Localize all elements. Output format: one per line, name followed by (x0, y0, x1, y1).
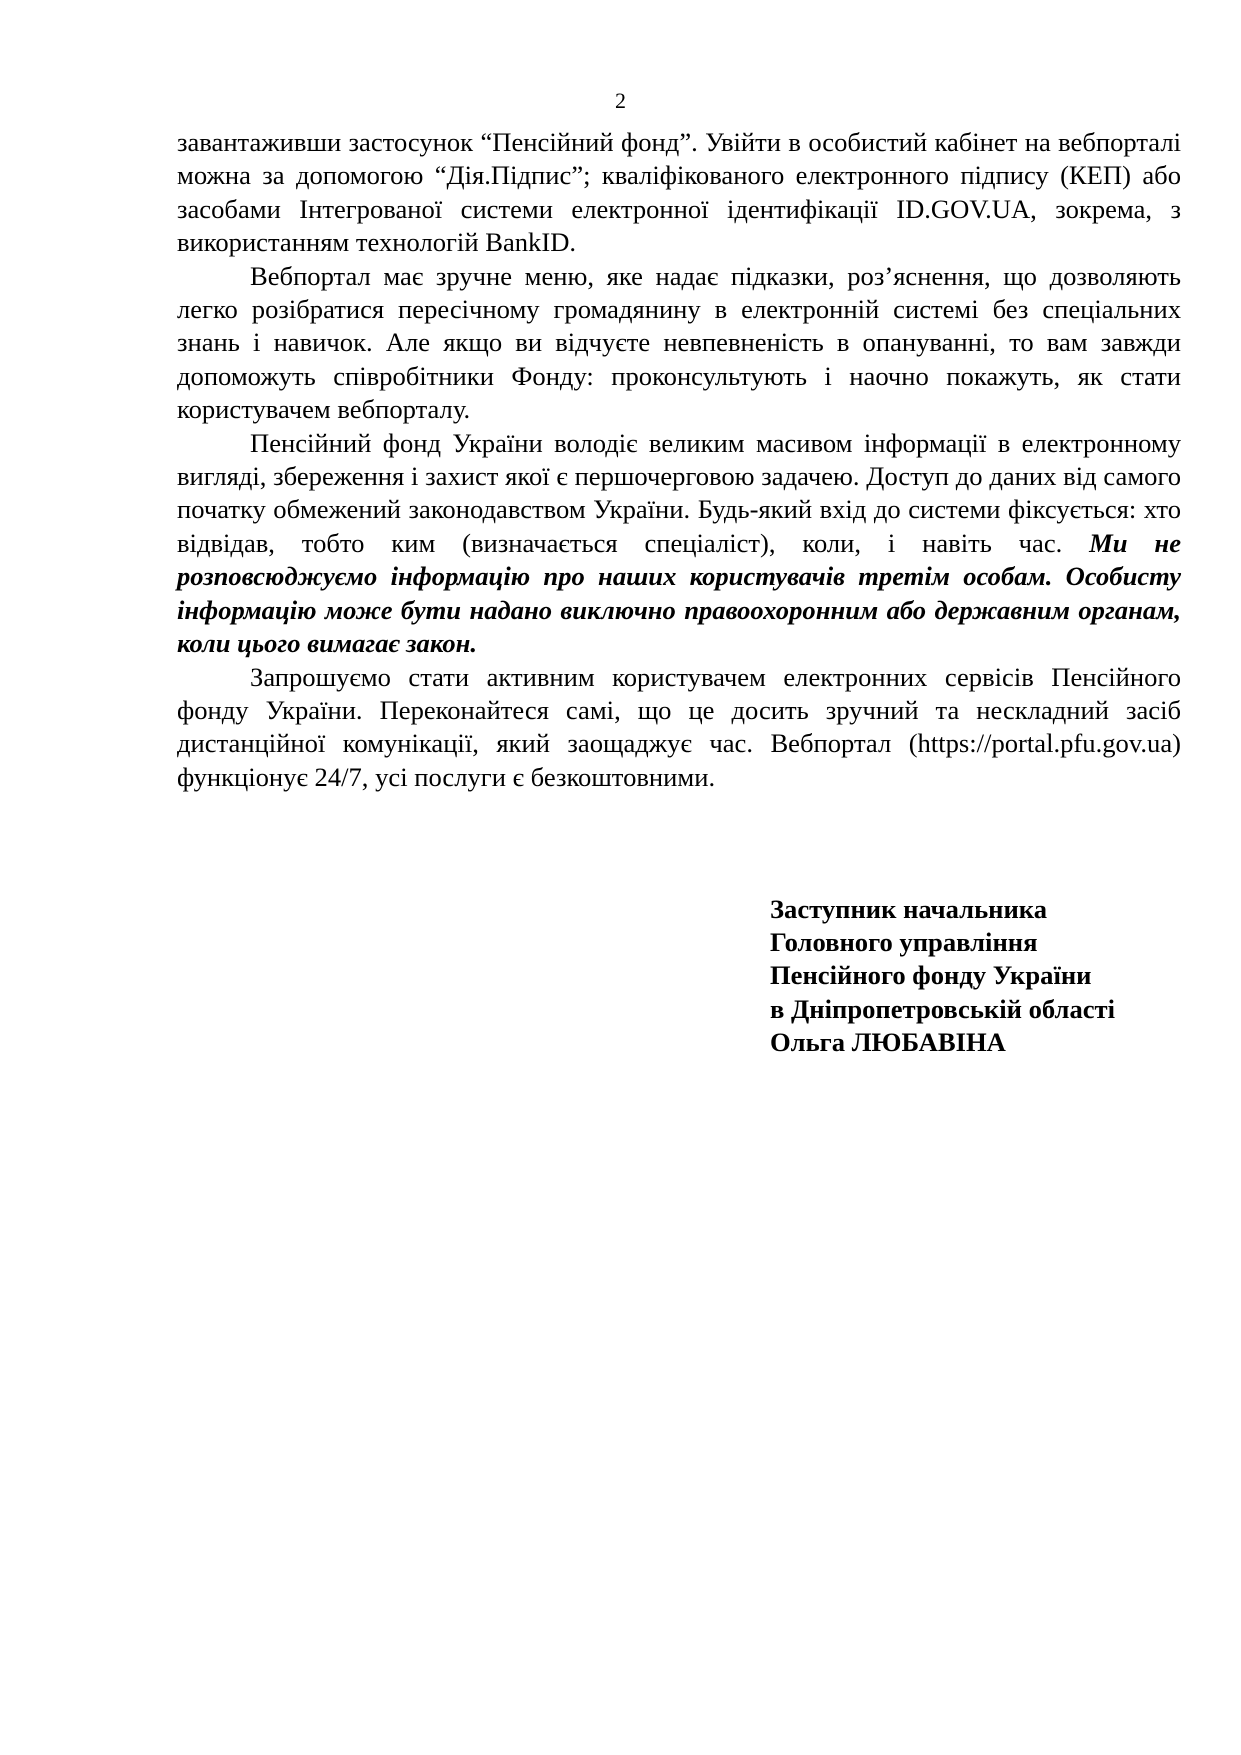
paragraph-portal-menu: Вебпортал має зручне меню, яке надає підказки, роз’яснення, що дозволяють легко розібратися пересічному громадянину в електронній системі без спеціальних знань і навичок. Але якщо ви відчуєте невпевненість в опануванні, то вам завжди допоможуть співробітники Фонду: проконсультують і наочно покажуть, як стати користувачем вебпорталу. (177, 260, 1181, 425)
paragraph-data-protection (177, 427, 1181, 661)
document-body (177, 126, 1181, 794)
signature-name: Ольга ЛЮБАВІНА (770, 1026, 1006, 1057)
signature-department: Головного управління (770, 927, 1038, 958)
paragraph-login-methods: завантаживши застосунок “Пенсійний фонд”. Увійти в особистий кабінет на вебпорталі можна за допомогою “Дія.Підпис”; кваліфікованого електронного підпису (КЕП) або засобами Інтегрованої системи електронної ідентифікації ID.GOV.UA, зокрема, з використанням технологій BankID. (177, 127, 1181, 258)
signature-position: Заступник начальника (770, 894, 1048, 924)
data-protection-text: Пенсійний фонд України володіє великим масивом інформації в електронному вигляді, збереження і захист якої є першочерговою задачею. Доступ до даних від самого початку обмежений законодавством України. Будь-який вхід до системи фіксується: хто відвідав, тобто ким (визначається спеціаліст), коли, і навіть час. (177, 427, 1181, 558)
page-number: 2 (615, 88, 626, 113)
signature-organization: Пенсійного фонду України (770, 960, 1092, 991)
signature-region: в Дніпропетровській області (770, 993, 1116, 1024)
signature-block (770, 893, 1115, 1059)
privacy-statement: Ми не розповсюджуємо інформацію про наших користувачів третім особам. Особисту інформацію може бути надано виключно правоохоронним або державним органам, коли цього вимагає закон. (177, 527, 1181, 659)
paragraph-invitation: Запрошуємо стати активним користувачем електронних сервісів Пенсійного фонду України. Переконайтеся самі, що це досить зручний та нескладний засіб дистанційної комунікації, який заощаджує час. Вебпортал (https://portal.pfu.gov.ua) функціонує 24/7, усі послуги є безкоштовними. (177, 661, 1181, 792)
